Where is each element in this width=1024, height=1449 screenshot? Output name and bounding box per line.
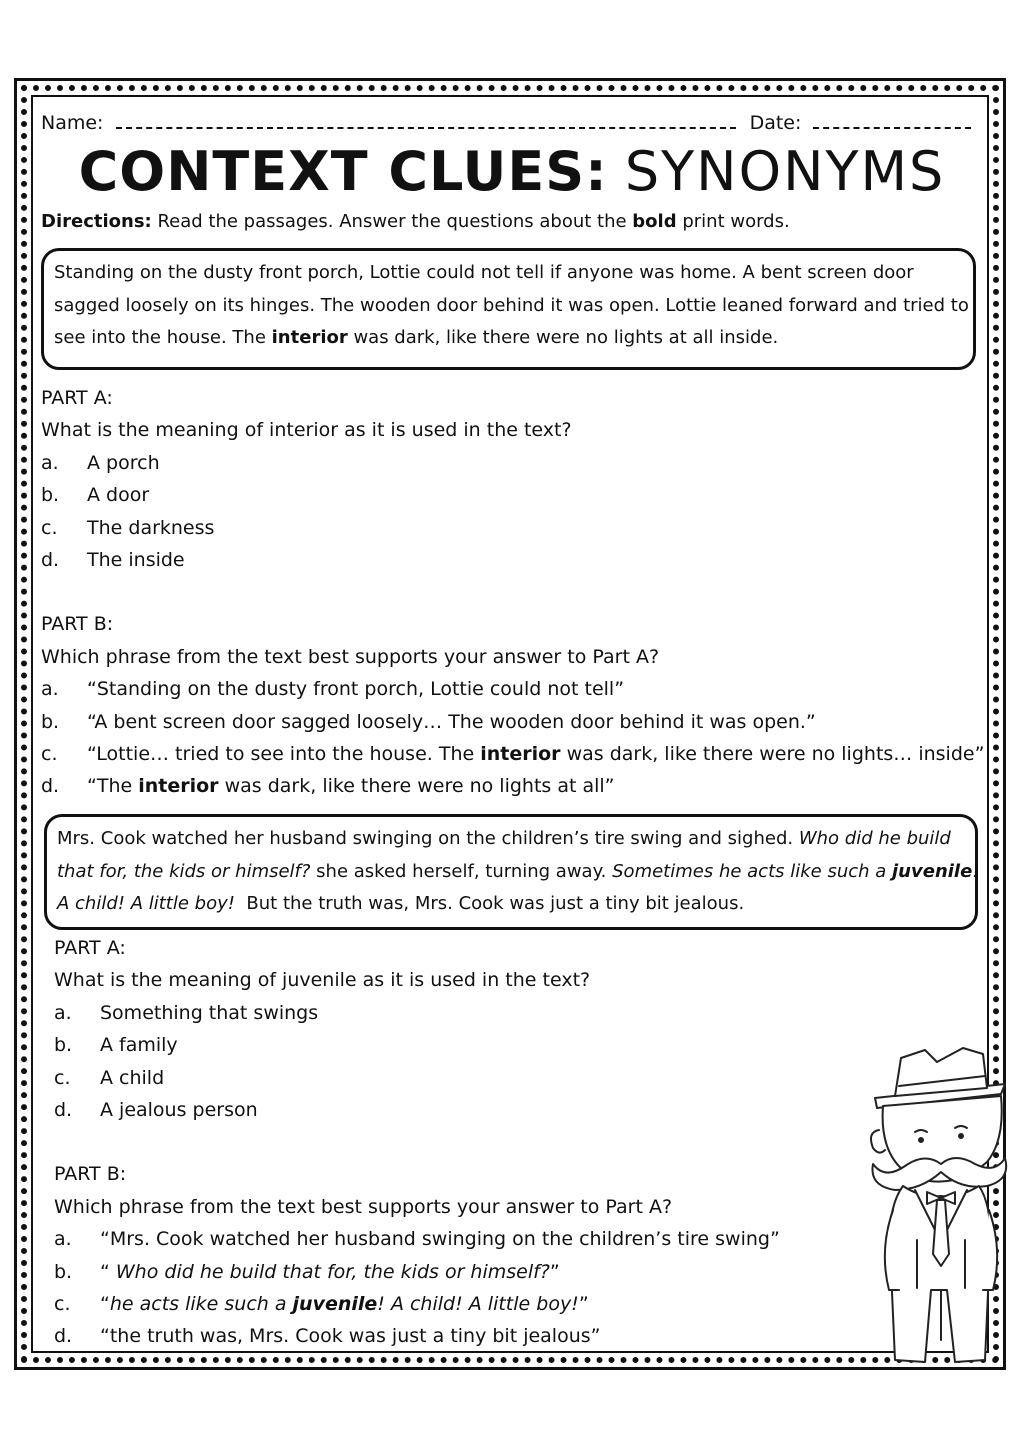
option-text-end: ! A child! A little boy! — [377, 1293, 579, 1316]
answer-option[interactable] — [54, 1223, 780, 1255]
mustached-man-illustration — [855, 1040, 1024, 1370]
passage-1-line-2: sagged loosely on its hinges. The wooden door behind it was open. Lottie leaned forward and tried to — [54, 294, 969, 316]
option-letter: a. — [41, 451, 59, 474]
option-text: A family — [100, 1034, 178, 1057]
option-text-end: was dark, like there were no lights at all” — [218, 775, 615, 798]
name-label: Name: — [41, 112, 104, 134]
p2-l2-italic-2: Sometimes he acts like such a — [612, 860, 893, 882]
answer-option[interactable] — [54, 1288, 780, 1320]
option-text: The inside — [87, 549, 185, 572]
option-text: A jealous person — [100, 1099, 258, 1122]
option-letter: d. — [41, 775, 60, 798]
option-text: “Lottie… tried to see into the house. The — [87, 743, 481, 766]
answer-option[interactable] — [41, 447, 984, 479]
option-text: “the truth was, Mrs. Cook was just a tiny bit jealous” — [100, 1325, 601, 1348]
part-b-question: Which phrase from the text best supports your answer to Part A? — [54, 1195, 673, 1218]
title-bold: CONTEXT CLUES: — [78, 140, 608, 203]
option-text: Something that swings — [100, 1001, 319, 1024]
directions — [41, 211, 790, 232]
answer-option[interactable] — [41, 512, 984, 544]
directions-text-end: print words. — [676, 211, 790, 232]
option-letter: a. — [41, 678, 59, 701]
directions-bold-word: bold — [632, 211, 677, 232]
p2-l3-text: But the truth was, Mrs. Cook was just a tiny bit jealous. — [234, 893, 745, 914]
part-a-label: PART A: — [41, 387, 113, 409]
passage-1 — [41, 248, 976, 370]
answer-option[interactable] — [54, 997, 780, 1029]
option-text: A door — [87, 484, 150, 507]
answer-option[interactable] — [54, 1094, 780, 1126]
vocab-word-interior: interior — [138, 775, 219, 798]
answer-option[interactable] — [41, 673, 984, 705]
passage-2-line-3 — [57, 888, 965, 921]
option-text: “Standing on the dusty front porch, Lottie could not tell” — [87, 678, 625, 701]
option-quote-close: ” — [578, 1293, 589, 1316]
vocab-word-interior: interior — [271, 327, 348, 348]
answer-option[interactable] — [41, 706, 984, 738]
passage-2-line-1 — [57, 823, 965, 856]
p1-l3-text: see into the house. The — [54, 327, 272, 348]
passage-1-line-1: Standing on the dusty front porch, Lottie could not tell if anyone was home. A bent screen door — [54, 262, 914, 283]
answer-option[interactable] — [54, 1320, 780, 1352]
part-b-label: PART B: — [54, 1163, 127, 1186]
option-letter: b. — [41, 710, 60, 733]
option-letter: c. — [54, 1066, 71, 1089]
option-text: “A bent screen door sagged loosely… The wooden door behind it was open.” — [87, 710, 816, 733]
p2-l3-italic: A child! A little boy! — [57, 893, 235, 914]
option-text: he acts like such a — [109, 1293, 293, 1316]
passage-2 — [44, 814, 978, 930]
answer-option[interactable] — [41, 544, 984, 576]
p2-l1-text: Mrs. Cook watched her husband swinging on the children’s tire swing and sighed. — [57, 828, 799, 849]
directions-text: Read the passages. Answer the questions about the — [151, 211, 633, 232]
answer-option[interactable] — [54, 1062, 780, 1094]
option-letter: d. — [54, 1325, 73, 1348]
option-text: A porch — [87, 451, 160, 474]
option-text-end: was dark, like there were no lights… inside” — [560, 743, 985, 766]
option-text: “Mrs. Cook watched her husband swinging on the children’s tire swing” — [100, 1228, 780, 1251]
question-2 — [54, 932, 780, 1353]
p1-l3-end: was dark, like there were no lights at all inside. — [347, 327, 779, 348]
name-date-line — [41, 112, 971, 134]
option-quote-open: “ — [100, 1293, 110, 1316]
mustached-man-icon — [855, 1040, 1024, 1370]
passage-1-line-3 — [54, 322, 963, 355]
option-text: A child — [100, 1066, 165, 1089]
p2-l2-end: ! — [972, 860, 980, 882]
answer-option[interactable] — [41, 479, 984, 511]
option-letter: a. — [54, 1228, 72, 1251]
option-letter: d. — [41, 549, 60, 572]
answer-option[interactable] — [54, 1256, 780, 1288]
passage-2-line-2 — [57, 856, 980, 889]
question-1 — [41, 382, 984, 803]
option-quote-open: “ — [100, 1260, 116, 1283]
part-a-question: What is the meaning of juvenile as it is used in the text? — [54, 969, 591, 992]
option-letter: b. — [41, 484, 60, 507]
p2-l2-italic: that for, the kids or himself? — [57, 860, 311, 882]
option-letter: c. — [41, 743, 58, 766]
answer-option[interactable] — [41, 770, 984, 802]
option-letter: b. — [54, 1260, 73, 1283]
option-text: Who did he build that for, the kids or himself? — [115, 1260, 550, 1283]
answer-option[interactable] — [41, 738, 984, 770]
p2-l2-text: she asked herself, turning away. — [310, 860, 613, 882]
part-b-label: PART B: — [41, 613, 114, 636]
option-text: The darkness — [87, 516, 215, 539]
option-text: “The — [87, 775, 139, 798]
vocab-word-interior: interior — [480, 743, 561, 766]
option-quote-close: ” — [549, 1260, 560, 1283]
option-letter: c. — [54, 1293, 71, 1316]
option-letter: b. — [54, 1034, 73, 1057]
vocab-word-juvenile: juvenile — [892, 860, 973, 882]
answer-option[interactable] — [54, 1029, 780, 1061]
p2-l1-italic: Who did he build — [798, 828, 951, 849]
part-a-label: PART A: — [54, 937, 126, 959]
option-letter: a. — [54, 1001, 72, 1024]
date-label: Date: — [749, 112, 802, 134]
option-letter: c. — [41, 516, 58, 539]
page-title — [0, 140, 1024, 204]
title-thin: SYNONYMS — [624, 140, 946, 203]
date-blank[interactable] — [813, 113, 971, 129]
directions-label: Directions: — [41, 211, 152, 232]
option-letter: d. — [54, 1099, 73, 1122]
part-a-question: What is the meaning of interior as it is used in the text? — [41, 419, 572, 442]
vocab-word-juvenile: juvenile — [292, 1293, 378, 1316]
name-blank[interactable] — [116, 113, 736, 129]
part-b-question: Which phrase from the text best supports your answer to Part A? — [41, 645, 660, 668]
